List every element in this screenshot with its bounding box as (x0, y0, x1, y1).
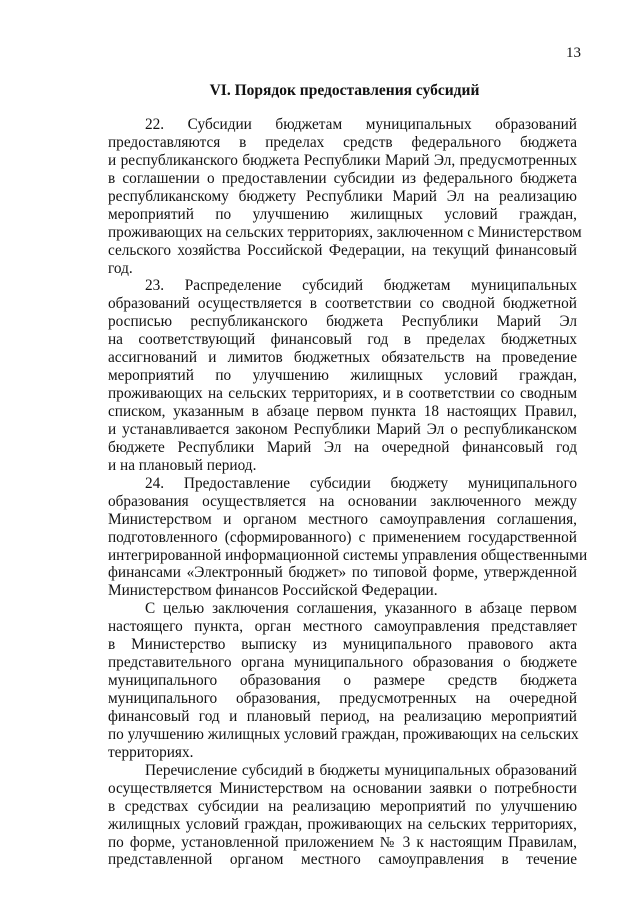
text-line: муниципального образования, предусмотренных на очередной (108, 690, 577, 707)
text-line: Министерством и органом местного самоуправления соглашения, (108, 510, 577, 528)
text-line: мероприятий по улучшению жилищных условий граждан, (108, 205, 577, 223)
text-line: по форме, установленной приложением № 3 к настоящим Правилам, (108, 833, 577, 851)
text-line: мероприятий по улучшению жилищных условий граждан, (108, 367, 577, 385)
text-line: предоставляются в пределах средств федерального бюджета (108, 133, 577, 151)
section-heading: VI. Порядок предоставления субсидий (209, 82, 480, 99)
text-line: 22. Субсидии бюджетам муниципальных образований (145, 116, 577, 133)
text-line: муниципального образования о размере средств бюджета (108, 672, 577, 690)
text-line: и устанавливается законом Республики Марий Эл о республиканском (108, 420, 577, 438)
text-line: интегрированной информационной системы управления общественными (108, 546, 588, 564)
text-line: настоящего пункта, орган местного самоуправления представляет (108, 618, 577, 636)
text-line: 23. Распределение субсидий бюджетам муниципальных (145, 277, 577, 295)
text-line: финансовый год и плановый период, на реализацию мероприятий (108, 707, 577, 725)
text-line: образований осуществляется в соответствии со сводной бюджетной (108, 295, 577, 313)
text-line: территориях. (108, 743, 194, 761)
text-line: в Министерство выписку из муниципального правового акта (108, 636, 577, 654)
text-line: Министерством финансов Российской Федерации. (108, 582, 438, 600)
text-line: росписью республиканского бюджета Республики Марий Эл (108, 313, 577, 331)
text-line: подготовленного (сформированного) с применением государственной (108, 528, 577, 546)
text-line: бюджете Республики Марий Эл на очередной финансовый год (108, 438, 577, 456)
page-number: 13 (566, 45, 581, 61)
text-line: год. (108, 259, 133, 277)
text-line: сельского хозяйства Российской Федерации, на текущий финансовый (108, 241, 577, 259)
text-line: проживающих на сельских территориях, и в соответствии со сводным (108, 385, 577, 403)
text-line: осуществляется Министерством на основании заявки о потребности (108, 779, 577, 797)
text-line: Перечисление субсидий в бюджеты муниципальных образований (145, 761, 577, 779)
text-line: списком, указанным в абзаце первом пункта 18 настоящих Правил, (108, 403, 577, 420)
text-line: представительного органа муниципального образования о бюджете (108, 654, 577, 672)
text-line: и республиканского бюджета Республики Марий Эл, предусмотренных (108, 151, 577, 169)
text-line: 24. Предоставление субсидии бюджету муниципального (145, 474, 577, 492)
text-line: в соглашении о предоставлении субсидии из федерального бюджета (108, 169, 577, 187)
text-line: образования осуществляется на основании заключенного между (108, 492, 577, 510)
text-line: С целью заключения соглашения, указанного в абзаце первом (145, 600, 577, 618)
text-line: в средствах субсидии на реализацию мероприятий по улучшению (108, 797, 577, 815)
text-line: финансами «Электронный бюджет» по типовой форме, утвержденной (108, 564, 577, 582)
text-line: по улучшению жилищных условий граждан, проживающих на сельских (108, 725, 579, 743)
text-line: ассигнований и лимитов бюджетных обязательств на проведение (108, 349, 577, 367)
document-body (108, 116, 588, 869)
text-line: представленной органом местного самоуправления в течение (108, 851, 577, 869)
text-line: на соответствующий финансовый год в пределах бюджетных (108, 331, 577, 349)
text-line: и на плановый период. (108, 456, 257, 474)
text-line: проживающих на сельских территориях, заключенном с Министерством (108, 223, 582, 241)
text-line: жилищных условий граждан, проживающих на сельских территориях, (108, 815, 577, 833)
text-line: республиканскому бюджету Республики Марий Эл на реализацию (108, 187, 577, 205)
